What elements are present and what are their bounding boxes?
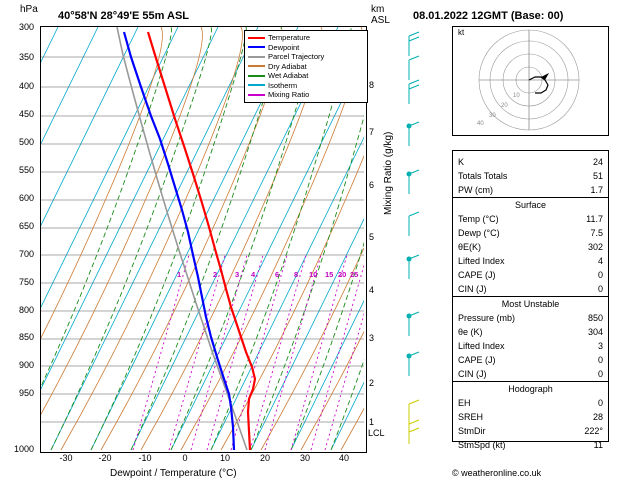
- mixing-ratio-axis-title: Mixing Ratio (g/kg): [383, 131, 394, 215]
- ytick-750: 750: [18, 277, 34, 287]
- ytick-650: 650: [18, 221, 34, 231]
- legend-item-dewpoint: [248, 43, 364, 52]
- legend-item-mixing-ratio: [248, 90, 364, 99]
- surface-row-cape: [453, 268, 608, 282]
- chart-legend: [244, 30, 368, 103]
- lcl-label: LCL: [368, 428, 385, 438]
- legend-item-dry-adiabat: [248, 62, 364, 71]
- ytick-700: 700: [18, 249, 34, 259]
- index-key: Lifted Index: [458, 256, 505, 266]
- mixing-ratio-label-20: 20: [338, 270, 347, 279]
- kmtick-1: 1: [369, 417, 375, 427]
- ytick-850: 850: [18, 332, 34, 342]
- surface-row-dewp: [453, 226, 608, 240]
- ytick-600: 600: [18, 193, 34, 203]
- index-key: CAPE (J): [458, 270, 496, 280]
- xtick--30: -30: [59, 453, 73, 463]
- xtick--10: -10: [138, 453, 152, 463]
- section-header-hodograph: Hodograph: [453, 381, 608, 396]
- index-value: 7.5: [590, 228, 603, 238]
- ytick-900: 900: [18, 360, 34, 370]
- legend-swatch-mixing-ratio: [248, 94, 265, 96]
- ytick-950: 950: [18, 388, 34, 398]
- ytick-450: 450: [18, 109, 34, 119]
- mixing-ratio-label-4: 4: [251, 270, 256, 279]
- legend-swatch-wet-adiabat: [248, 75, 265, 77]
- index-row-totals-totals: [453, 169, 608, 183]
- svg-text:30: 30: [489, 113, 496, 119]
- ytick-500: 500: [18, 137, 34, 147]
- xtick--20: -20: [98, 453, 112, 463]
- index-key: SREH: [458, 412, 484, 422]
- legend-swatch-parcel: [248, 56, 265, 58]
- index-value: 0: [597, 355, 603, 365]
- sounding-indices-panel: [452, 150, 609, 450]
- copyright-notice: © weatheronline.co.uk: [452, 468, 542, 478]
- kmtick-5: 5: [369, 232, 375, 242]
- index-value: 302: [587, 242, 603, 252]
- index-key: Dewp (°C): [458, 228, 500, 238]
- index-key: StmDir: [458, 426, 486, 436]
- index-row-pw: [453, 183, 608, 197]
- hodograph-row-eh: [453, 396, 608, 410]
- legend-item-parcel: [248, 52, 364, 61]
- legend-swatch-temperature: [248, 37, 265, 39]
- legend-label-dewpoint: Dewpoint: [268, 42, 300, 52]
- mixing-ratio-label-2: 2: [213, 270, 218, 279]
- index-key: PW (cm): [458, 185, 493, 195]
- xtick-30: 30: [299, 453, 310, 463]
- index-key: Totals Totals: [458, 171, 508, 181]
- ytick-550: 550: [18, 165, 34, 175]
- xtick-20: 20: [259, 453, 270, 463]
- index-value: 222°: [584, 426, 603, 436]
- index-key: Pressure (mb): [458, 313, 516, 323]
- surface-row-temp: [453, 212, 608, 226]
- index-key: θE(K): [458, 242, 482, 252]
- unstable-row-cape: [453, 353, 608, 367]
- index-key: Lifted Index: [458, 341, 505, 351]
- index-value: 3: [597, 341, 603, 351]
- hodograph-row-stmspd: [453, 438, 608, 452]
- surface-row-cin: [453, 282, 608, 296]
- legend-swatch-isotherm: [248, 84, 265, 86]
- index-key: CIN (J): [458, 284, 487, 294]
- ytick-350: 350: [18, 52, 34, 62]
- unstable-row-cin: [453, 367, 608, 381]
- legend-label-temperature: Temperature: [268, 33, 311, 42]
- index-key: StmSpd (kt): [458, 440, 506, 450]
- index-value: 4: [597, 256, 603, 266]
- svg-text:10: 10: [513, 93, 520, 99]
- hodograph-row-sreh: [453, 410, 608, 424]
- index-value: 24: [592, 157, 603, 167]
- legend-item-temperature: [248, 33, 364, 42]
- index-key: CIN (J): [458, 369, 487, 379]
- index-value: 850: [587, 313, 603, 323]
- hodograph-plot: [452, 26, 609, 136]
- index-value: 11: [593, 440, 603, 450]
- kmtick-2: 2: [369, 378, 375, 388]
- height-unit-label: km: [371, 4, 385, 15]
- xtick-0: 0: [182, 453, 188, 463]
- ytick-300: 300: [18, 22, 34, 32]
- unstable-row-lifted-index: [453, 339, 608, 353]
- kmtick-7: 7: [369, 127, 375, 137]
- hodograph-row-stmdir: [453, 424, 608, 438]
- mixing-ratio-label-8: 8: [294, 270, 299, 279]
- surface-row-theta-e: [453, 240, 608, 254]
- unstable-row-pressure: [453, 311, 608, 325]
- mixing-ratio-label-6: 6: [275, 270, 280, 279]
- legend-item-wet-adiabat: [248, 71, 364, 80]
- section-header-surface: Surface: [453, 197, 608, 212]
- legend-label-wet-adiabat: Wet Adiabat: [268, 71, 309, 80]
- forecast-date-title: 08.01.2022 12GMT (Base: 00): [413, 10, 564, 22]
- surface-row-lifted-index: [453, 254, 608, 268]
- legend-label-parcel: Parcel Trajectory: [268, 52, 325, 61]
- kmtick-8: 8: [369, 80, 375, 90]
- section-header-most-unstable: Most Unstable: [453, 296, 608, 311]
- mixing-ratio-label-1: 1: [177, 270, 182, 279]
- pressure-unit-label: hPa: [20, 4, 38, 15]
- xtick-40: 40: [338, 453, 349, 463]
- ytick-800: 800: [18, 305, 34, 315]
- legend-label-mixing-ratio: Mixing Ratio: [268, 90, 310, 99]
- index-value: 0: [597, 398, 603, 408]
- index-key: EH: [458, 398, 471, 408]
- index-value: 1.7: [590, 185, 603, 195]
- station-title: 40°58'N 28°49'E 55m ASL: [58, 10, 190, 22]
- ytick-1000: 1000: [13, 444, 34, 454]
- legend-swatch-dewpoint: [248, 46, 265, 48]
- index-key: K: [458, 157, 465, 167]
- index-key: Temp (°C): [458, 214, 499, 224]
- svg-text:40: 40: [477, 121, 484, 127]
- xtick-10: 10: [219, 453, 230, 463]
- index-value: 0: [597, 284, 603, 294]
- index-value: 0: [597, 270, 603, 280]
- index-value: 11.7: [586, 214, 603, 224]
- ytick-400: 400: [18, 81, 34, 91]
- index-value: 0: [597, 369, 603, 379]
- index-value: 51: [592, 171, 603, 181]
- unstable-row-theta-e: [453, 325, 608, 339]
- legend-label-dry-adiabat: Dry Adiabat: [268, 61, 307, 71]
- legend-swatch-dry-adiabat: [248, 65, 265, 67]
- index-key: θe (K): [458, 327, 483, 337]
- wind-barb-column: [395, 26, 435, 451]
- index-key: CAPE (J): [458, 355, 496, 365]
- index-value: 28: [592, 412, 603, 422]
- x-axis-title: Dewpoint / Temperature (°C): [110, 468, 237, 479]
- height-asl-label: ASL: [371, 15, 390, 26]
- mixing-ratio-label-15: 15: [325, 270, 334, 279]
- mixing-ratio-label-10: 10: [309, 270, 318, 279]
- index-row-k: [453, 155, 608, 169]
- hodograph-unit-label: kt: [458, 28, 465, 37]
- kmtick-3: 3: [369, 333, 375, 343]
- kmtick-4: 4: [369, 285, 375, 295]
- legend-label-isotherm: Isotherm: [268, 80, 298, 90]
- svg-text:20: 20: [501, 103, 508, 109]
- legend-item-isotherm: [248, 81, 364, 90]
- index-value: 304: [587, 327, 603, 337]
- kmtick-6: 6: [369, 180, 375, 190]
- mixing-ratio-label-3: 3: [235, 270, 240, 279]
- mixing-ratio-label-25: 25: [350, 270, 359, 279]
